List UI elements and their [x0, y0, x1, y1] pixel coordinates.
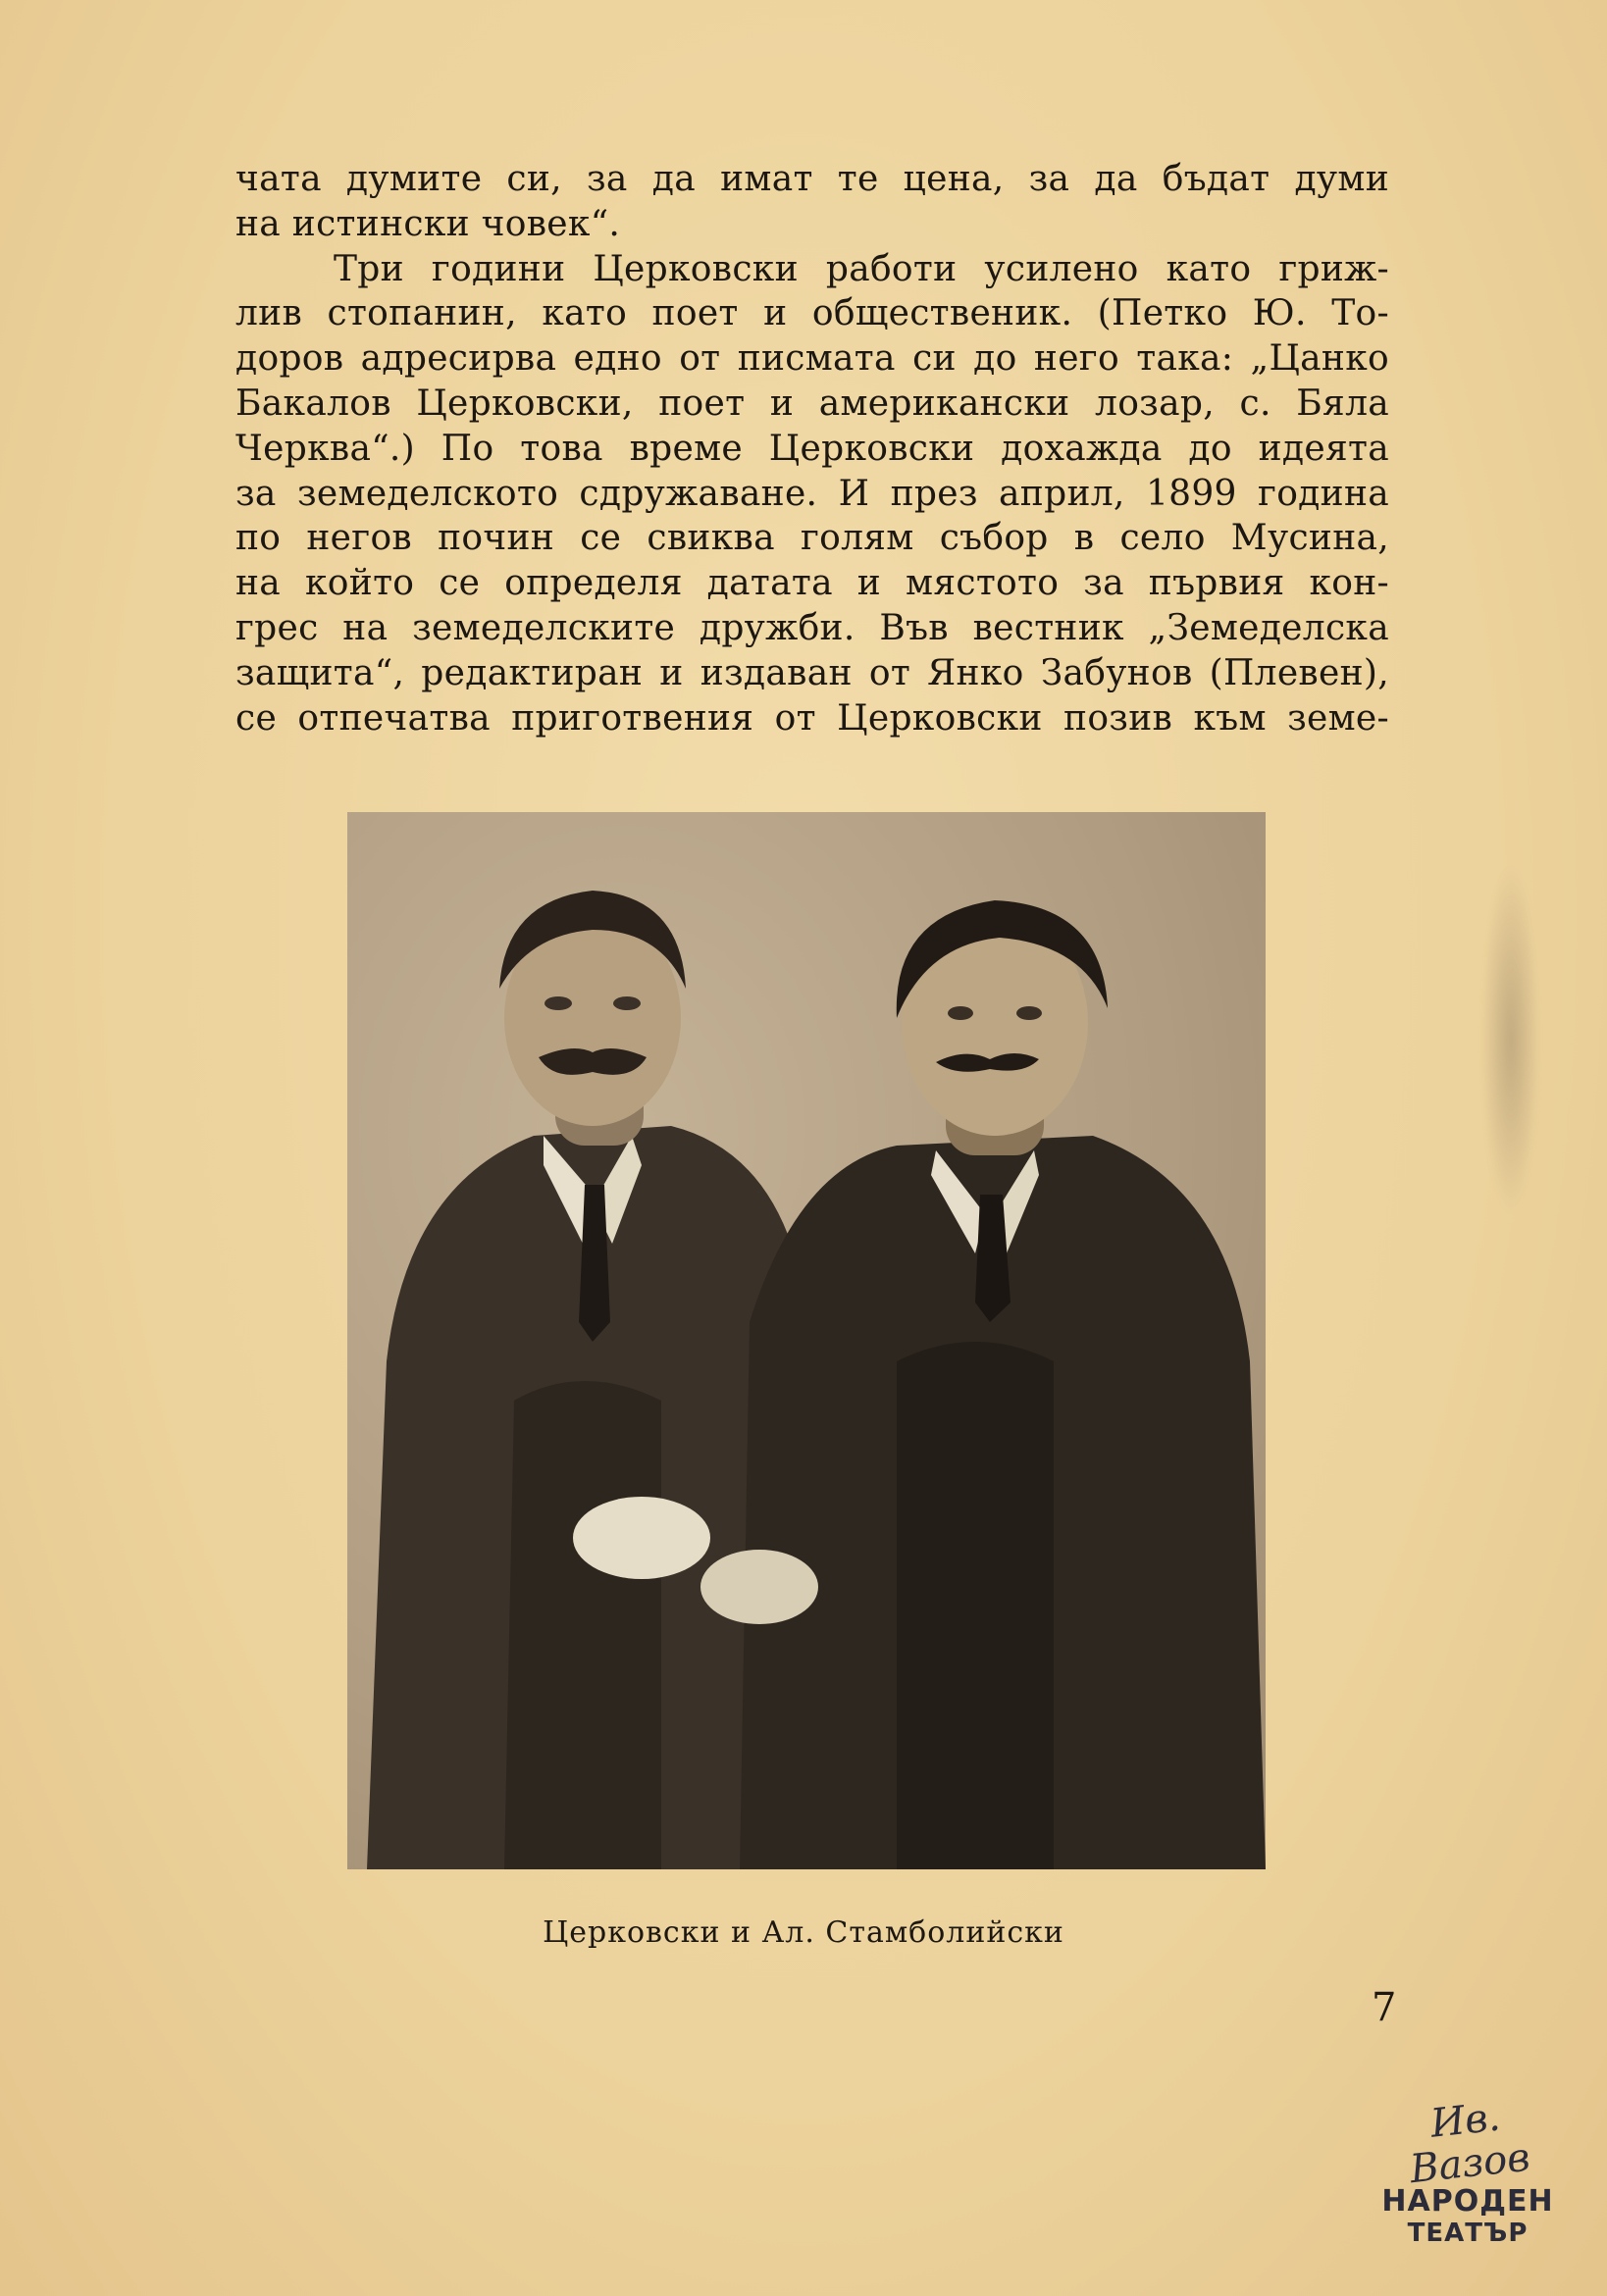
text-line: грес на земеделските дружби. Във вестник „Земеделска [235, 607, 1389, 648]
page-number: 7 [1372, 1985, 1397, 2030]
right-man-figure [700, 900, 1266, 1869]
text-line: чата думите си, за да имат те цена, за да бъдат думи [235, 159, 1389, 199]
text-line: доров адресирва едно от писмата си до него така: „Цанко [235, 338, 1389, 380]
text-line: по негов почин се свиква голям събор в село Мусина, [235, 518, 1389, 559]
text-line: на истински човек“. [235, 203, 621, 244]
stamp-signature: Ив. Вазов [1408, 2094, 1532, 2193]
text-line: Три години Церковски работи усилено като гриж- [334, 248, 1389, 289]
photo-caption: Церковски и Ал. Стамболийски [543, 1915, 1064, 1950]
body-text [235, 157, 1389, 740]
text-line: защита“, редактиран и издаван от Янко Забунов (Плевен), [235, 652, 1389, 693]
stamp-line-2: ТЕАТЪР [1407, 2219, 1529, 2248]
portrait-illustration [347, 812, 1266, 1869]
text-line: лив стопанин, като поет и общественик. (Петко Ю. То- [235, 293, 1389, 334]
text-line: Черква“.) По това време Церковски дохажда до идеята [235, 428, 1389, 469]
text-line: за земеделското сдружаване. И през април, 1899 година [235, 473, 1389, 514]
text-line: се отпечатва приготвения от Церковски позив към земе- [235, 697, 1389, 739]
text-line: на който се определя датата и мястото за първия кон- [235, 563, 1389, 604]
library-stamp [1381, 2094, 1554, 2248]
portrait-photo [347, 812, 1266, 1869]
stamp-line-1: НАРОДЕН [1381, 2184, 1554, 2219]
page-stain [1481, 863, 1540, 1216]
text-line: Бакалов Церковски, поет и американски лозар, с. Бяла [235, 383, 1389, 424]
